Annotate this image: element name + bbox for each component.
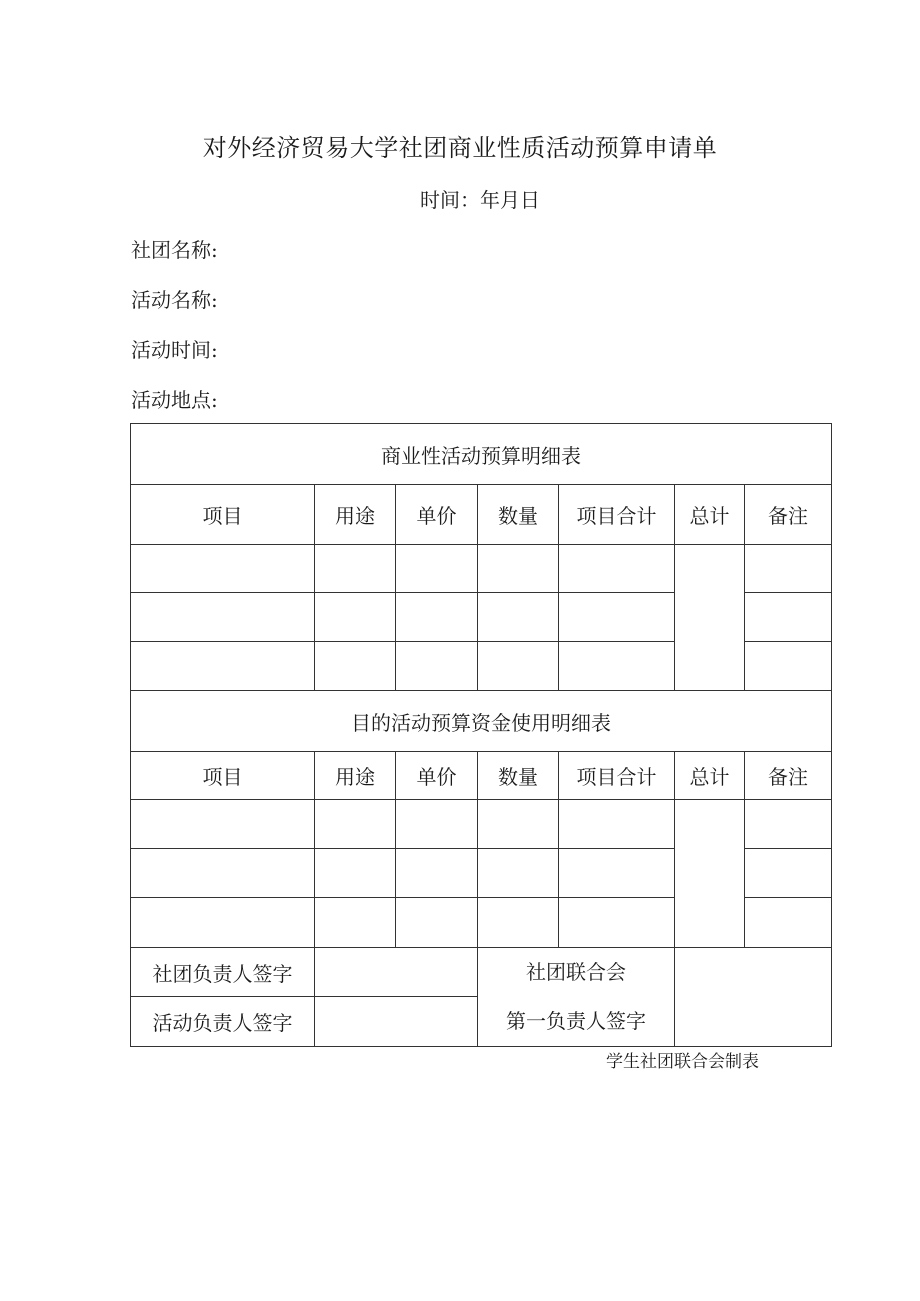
input-cell[interactable] — [131, 800, 315, 849]
input-cell[interactable] — [315, 898, 396, 948]
section2-header-remarks: 备注 — [745, 752, 832, 800]
input-cell[interactable] — [745, 545, 832, 593]
input-cell[interactable] — [315, 642, 396, 691]
section1-header-unit-price: 单价 — [396, 485, 478, 545]
input-cell[interactable] — [396, 800, 478, 849]
input-cell[interactable] — [478, 593, 559, 642]
input-cell[interactable] — [315, 593, 396, 642]
input-cell[interactable] — [131, 545, 315, 593]
page-title: 对外经济贸易大学社团商业性质活动预算申请单 — [202, 134, 718, 162]
input-cell[interactable] — [131, 642, 315, 691]
input-cell[interactable] — [478, 898, 559, 948]
section1-title: 商业性活动预算明细表 — [131, 424, 832, 485]
section2-total-cell[interactable] — [675, 800, 745, 948]
input-cell[interactable] — [478, 849, 559, 898]
federation-label-line2: 第一负责人签字 — [506, 1009, 646, 1033]
section1-header-quantity: 数量 — [478, 485, 559, 545]
club-leader-signature-field[interactable] — [315, 948, 478, 997]
section2-header-quantity: 数量 — [478, 752, 559, 800]
input-cell[interactable] — [559, 545, 675, 593]
input-cell[interactable] — [559, 849, 675, 898]
field-activity-location: 活动地点: — [131, 388, 218, 412]
budget-table — [130, 423, 832, 1047]
input-cell[interactable] — [745, 849, 832, 898]
section1-header-purpose: 用途 — [315, 485, 396, 545]
table-row — [131, 800, 832, 849]
field-club-name: 社团名称: — [131, 238, 218, 262]
federation-signature-label — [478, 948, 675, 1047]
date-line: 时间：年月日 — [420, 188, 540, 212]
section1-header-remarks: 备注 — [745, 485, 832, 545]
input-cell[interactable] — [315, 800, 396, 849]
federation-label-line1: 社团联合会 — [526, 960, 626, 984]
input-cell[interactable] — [131, 898, 315, 948]
input-cell[interactable] — [745, 642, 832, 691]
section2-header-total: 总计 — [675, 752, 745, 800]
input-cell[interactable] — [131, 593, 315, 642]
input-cell[interactable] — [396, 898, 478, 948]
field-activity-name: 活动名称: — [131, 288, 218, 312]
input-cell[interactable] — [315, 849, 396, 898]
field-activity-time: 活动时间: — [131, 338, 218, 362]
section1-header-total: 总计 — [675, 485, 745, 545]
input-cell[interactable] — [745, 800, 832, 849]
input-cell[interactable] — [559, 593, 675, 642]
input-cell[interactable] — [745, 898, 832, 948]
footer-note: 学生社团联合会制表 — [606, 1052, 759, 1072]
section2-header-purpose: 用途 — [315, 752, 396, 800]
input-cell[interactable] — [131, 849, 315, 898]
section2-header-item: 项目 — [131, 752, 315, 800]
input-cell[interactable] — [478, 800, 559, 849]
section2-header-unit-price: 单价 — [396, 752, 478, 800]
section2-header-item-subtotal: 项目合计 — [559, 752, 675, 800]
federation-signature-field[interactable] — [675, 948, 832, 1047]
input-cell[interactable] — [559, 800, 675, 849]
section2-title: 目的活动预算资金使用明细表 — [131, 691, 832, 752]
input-cell[interactable] — [559, 898, 675, 948]
input-cell[interactable] — [315, 545, 396, 593]
activity-leader-signature-label: 活动负责人签字 — [131, 997, 315, 1047]
section1-header-item: 项目 — [131, 485, 315, 545]
section1-header-item-subtotal: 项目合计 — [559, 485, 675, 545]
input-cell[interactable] — [396, 642, 478, 691]
club-leader-signature-label: 社团负责人签字 — [131, 948, 315, 997]
input-cell[interactable] — [478, 545, 559, 593]
input-cell[interactable] — [396, 545, 478, 593]
input-cell[interactable] — [559, 642, 675, 691]
activity-leader-signature-field[interactable] — [315, 997, 478, 1047]
input-cell[interactable] — [478, 642, 559, 691]
table-row — [131, 545, 832, 593]
input-cell[interactable] — [745, 593, 832, 642]
input-cell[interactable] — [396, 849, 478, 898]
section1-total-cell[interactable] — [675, 545, 745, 691]
input-cell[interactable] — [396, 593, 478, 642]
